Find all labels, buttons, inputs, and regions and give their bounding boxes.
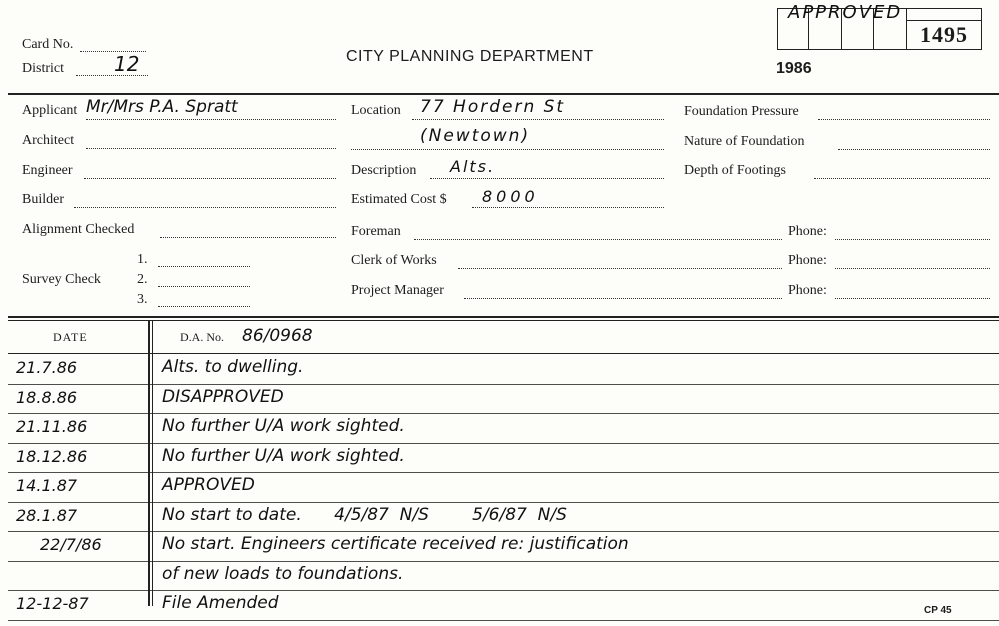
log-row-date: 21.11.86 [16, 417, 88, 436]
log-row-rule [8, 413, 999, 414]
log-row-date: 21.7.86 [16, 358, 78, 377]
log-row-entry: No start. Engineers certificate received re: justification [162, 534, 629, 554]
log-row-date: 18.8.86 [16, 387, 78, 407]
year-label: 1986 [776, 60, 812, 77]
nature-foundation-line [838, 149, 990, 150]
location-label: Location [351, 103, 401, 118]
log-row-date: 14.1.87 [16, 476, 78, 495]
log-header-rule [8, 353, 999, 354]
log-row-entry: File Amended [162, 593, 279, 613]
survey-line-1 [158, 266, 250, 267]
log-row-rule [8, 531, 999, 532]
builder-line [74, 207, 336, 208]
builder-label: Builder [22, 192, 64, 207]
survey-line-3 [158, 306, 250, 307]
date-column-divider [148, 320, 150, 606]
survey-line-2 [158, 286, 250, 287]
pm-line [464, 298, 782, 299]
log-row-date: 18.12.86 [16, 446, 88, 466]
phone-line-1 [835, 239, 990, 240]
architect-line [86, 148, 336, 149]
log-row-entry: APPROVED [162, 475, 255, 495]
log-row-entry: Alts. to dwelling. [162, 357, 304, 377]
da-number-label: D.A. No. [180, 330, 224, 344]
location-line [412, 119, 664, 120]
log-row-rule [8, 561, 999, 562]
card-no-label: Card No. [22, 37, 74, 52]
district-label: District [22, 61, 64, 76]
foreman-line [414, 239, 782, 240]
applicant-value: Mr/Mrs P.A. Spratt [86, 97, 238, 117]
phone-label-2: Phone: [788, 253, 827, 268]
form-code: CP 45 [924, 605, 952, 616]
phone-label-3: Phone: [788, 283, 827, 298]
survey-item-2: 2. [137, 272, 148, 287]
log-row-date: 22/7/86 [40, 535, 102, 554]
applicant-label: Applicant [22, 103, 78, 118]
log-row-rule [8, 502, 999, 503]
district-value: 12 [114, 52, 140, 76]
estimated-cost-label: Estimated Cost $ [351, 192, 447, 207]
phone-label-1: Phone: [788, 224, 827, 239]
description-line [430, 178, 664, 179]
log-row-rule [8, 384, 999, 385]
log-row-entry: No further U/A work sighted. [162, 445, 405, 466]
description-label: Description [351, 163, 417, 178]
log-row-entry: of new loads to foundations. [162, 563, 404, 584]
clerk-label: Clerk of Works [351, 253, 437, 268]
foreman-label: Foreman [351, 224, 401, 239]
approved-stamp: APPROVED [788, 2, 903, 23]
log-row-rule [8, 620, 999, 621]
architect-label: Architect [22, 133, 75, 148]
estimated-cost-line [472, 207, 664, 208]
foundation-pressure-label: Foundation Pressure [684, 104, 799, 119]
applicant-line [86, 119, 336, 120]
phone-line-2 [835, 268, 990, 269]
alignment-line [160, 237, 336, 238]
location-value-2: (Newtown) [420, 126, 531, 146]
header-divider [8, 93, 999, 95]
survey-item-1: 1. [137, 252, 148, 267]
engineer-line [84, 178, 336, 179]
log-row-entry: No start to date. 4/5/87 N/S 5/6/87 N/S [162, 504, 567, 525]
log-row-date: 28.1.87 [16, 505, 78, 525]
card-number: 1495 [906, 20, 981, 49]
location-value: 77 Hordern St [420, 97, 566, 117]
foundation-pressure-line [818, 119, 990, 120]
log-row-date: 12-12-87 [16, 594, 89, 613]
estimated-cost-value: 8000 [482, 187, 539, 206]
log-row-entry: No further U/A work sighted. [162, 416, 405, 436]
description-value: Alts. [450, 157, 496, 176]
log-row-rule [8, 443, 999, 444]
depth-footings-line [814, 178, 990, 179]
da-number-value: 86/0968 [242, 326, 313, 346]
survey-label: Survey Check [22, 272, 101, 287]
log-top-rule [8, 316, 999, 318]
log-row-rule [8, 590, 999, 591]
pm-label: Project Manager [351, 283, 444, 298]
phone-line-3 [835, 298, 990, 299]
engineer-label: Engineer [22, 163, 73, 178]
log-row-entry: DISAPPROVED [162, 386, 284, 407]
department-title: CITY PLANNING DEPARTMENT [346, 48, 594, 65]
depth-footings-label: Depth of Footings [684, 163, 786, 178]
date-column-header: DATE [53, 330, 88, 344]
log-row-rule [8, 472, 999, 473]
nature-foundation-label: Nature of Foundation [684, 134, 805, 149]
location-line-2 [351, 149, 664, 150]
clerk-line [458, 268, 782, 269]
date-column-divider-2 [152, 320, 153, 606]
alignment-label: Alignment Checked [22, 222, 135, 237]
log-top-rule-2 [8, 320, 999, 321]
survey-item-3: 3. [137, 292, 148, 307]
